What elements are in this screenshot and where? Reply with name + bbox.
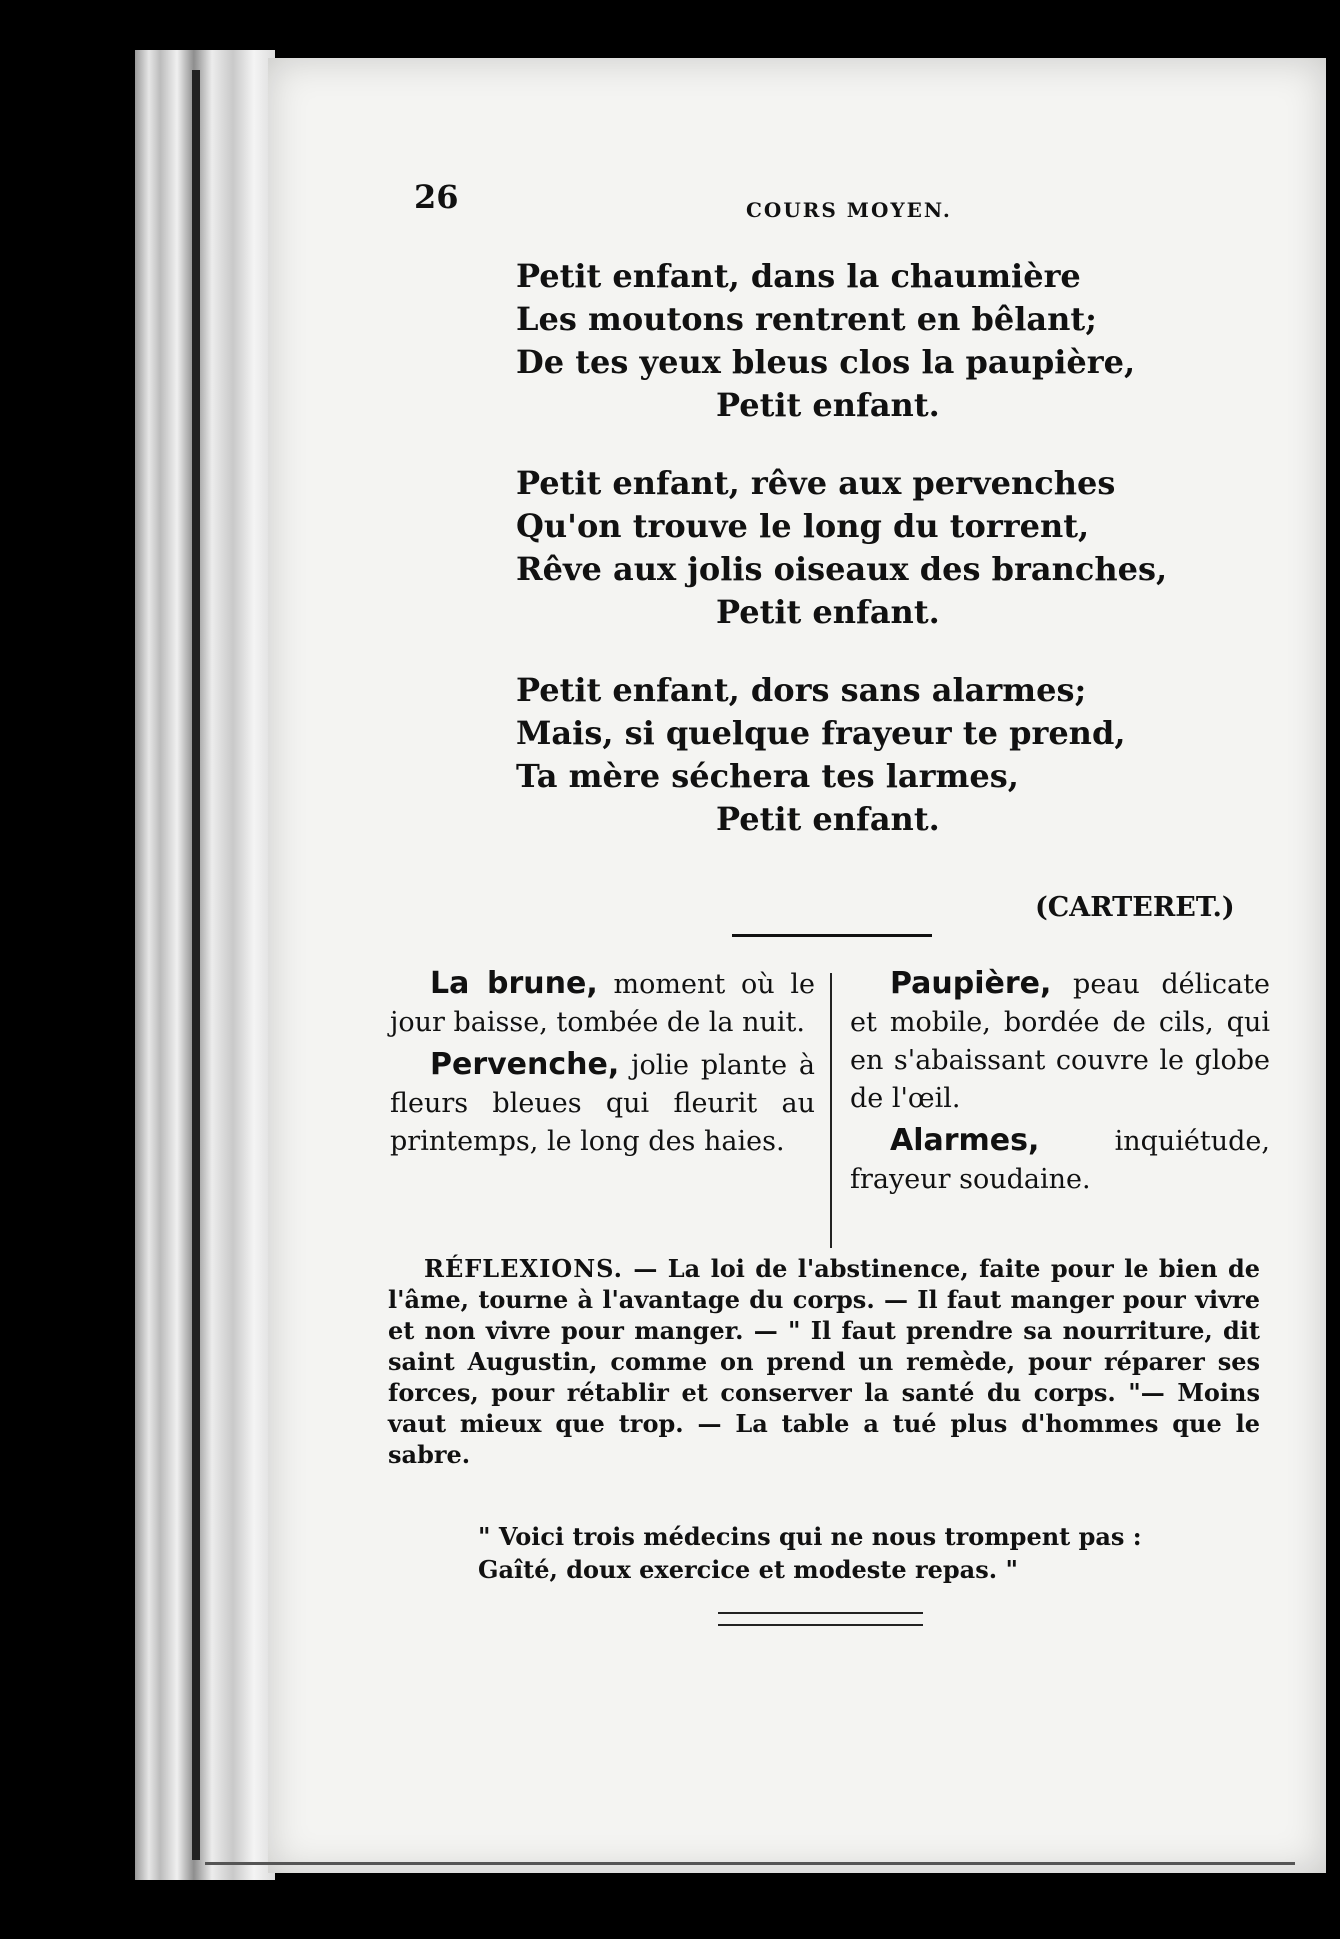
glossary-term: Pervenche,	[430, 1047, 620, 1082]
poem-line: Les moutons rentrent en bêlant;	[516, 300, 1097, 338]
poem-line: Rêve aux jolis oiseaux des branches,	[516, 550, 1168, 588]
glossary-entry	[850, 1122, 1270, 1199]
stanza-2	[516, 462, 1256, 634]
glossary-right-column	[850, 965, 1270, 1203]
glossary-entry	[850, 965, 1270, 1118]
poem-refrain: Petit enfant.	[716, 386, 940, 424]
section-divider	[732, 934, 932, 937]
glossary-definition: moment où le jour baisse, tombée de la nuit.	[390, 969, 815, 1038]
stanza-3	[516, 669, 1256, 841]
reflexions-label: RÉFLEXIONS.	[424, 1254, 623, 1283]
page-number: 26	[414, 178, 459, 216]
running-title: COURS MOYEN.	[746, 198, 952, 222]
glossary-term: Alarmes,	[890, 1123, 1040, 1158]
book-spine	[192, 70, 200, 1860]
glossary-left-column	[390, 965, 815, 1165]
poem-line: Ta mère séchera tes larmes,	[516, 757, 1019, 795]
glossary-entry	[390, 965, 815, 1042]
glossary-term: Paupière,	[890, 966, 1052, 1001]
poem-line: Petit enfant, rêve aux pervenches	[516, 464, 1116, 502]
closing-quote	[478, 1520, 1238, 1586]
quote-line: Gaîté, doux exercice et modeste repas. "	[478, 1555, 1018, 1584]
book-page-edges	[135, 50, 275, 1880]
glossary	[390, 965, 1270, 1245]
poem-line: Petit enfant, dors sans alarmes;	[516, 671, 1087, 709]
poem	[516, 255, 1256, 876]
poem-line: Petit enfant, dans la chaumière	[516, 257, 1081, 295]
page-bottom-edge	[205, 1862, 1295, 1865]
quote-line: " Voici trois médecins qui ne nous trompent pas :	[478, 1522, 1142, 1551]
reflexions-paragraph	[388, 1253, 1260, 1470]
reflexions	[388, 1253, 1260, 1470]
poem-line: De tes yeux bleus clos la paupière,	[516, 343, 1136, 381]
glossary-definition: inquiétude, frayeur soudaine.	[850, 1126, 1270, 1195]
column-divider	[830, 973, 832, 1248]
glossary-entry	[390, 1046, 815, 1161]
poem-refrain: Petit enfant.	[716, 800, 940, 838]
glossary-definition: jolie plante à fleurs bleues qui fleurit au printemps, le long des haies.	[390, 1050, 815, 1157]
stanza-1	[516, 255, 1256, 427]
running-head	[410, 178, 1240, 222]
poem-line: Qu'on trouve le long du torrent,	[516, 507, 1090, 545]
poem-line: Mais, si quelque frayeur te prend,	[516, 714, 1126, 752]
poem-attribution: (CARTERET.)	[1035, 892, 1235, 923]
reflexions-text: — La loi de l'abstinence, faite pour le bien de l'âme, tourne à l'avantage du corps. — Il faut manger pour vivre et non vivre pour manger. — " Il faut prendre sa nourriture, dit saint Augustin, comme on prend un remède, pour réparer ses forces, pour rétablir et conserver la santé du corps. "— Moins vaut mieux que trop. — La table a tué plus d'hommes que le sabre.	[388, 1254, 1261, 1469]
poem-refrain: Petit enfant.	[716, 593, 940, 631]
glossary-term: La brune,	[430, 966, 598, 1001]
end-ornament-rule	[718, 1612, 923, 1626]
glossary-definition: peau délicate et mobile, bordée de cils, qui en s'abaissant couvre le globe de l'œil.	[850, 969, 1270, 1114]
